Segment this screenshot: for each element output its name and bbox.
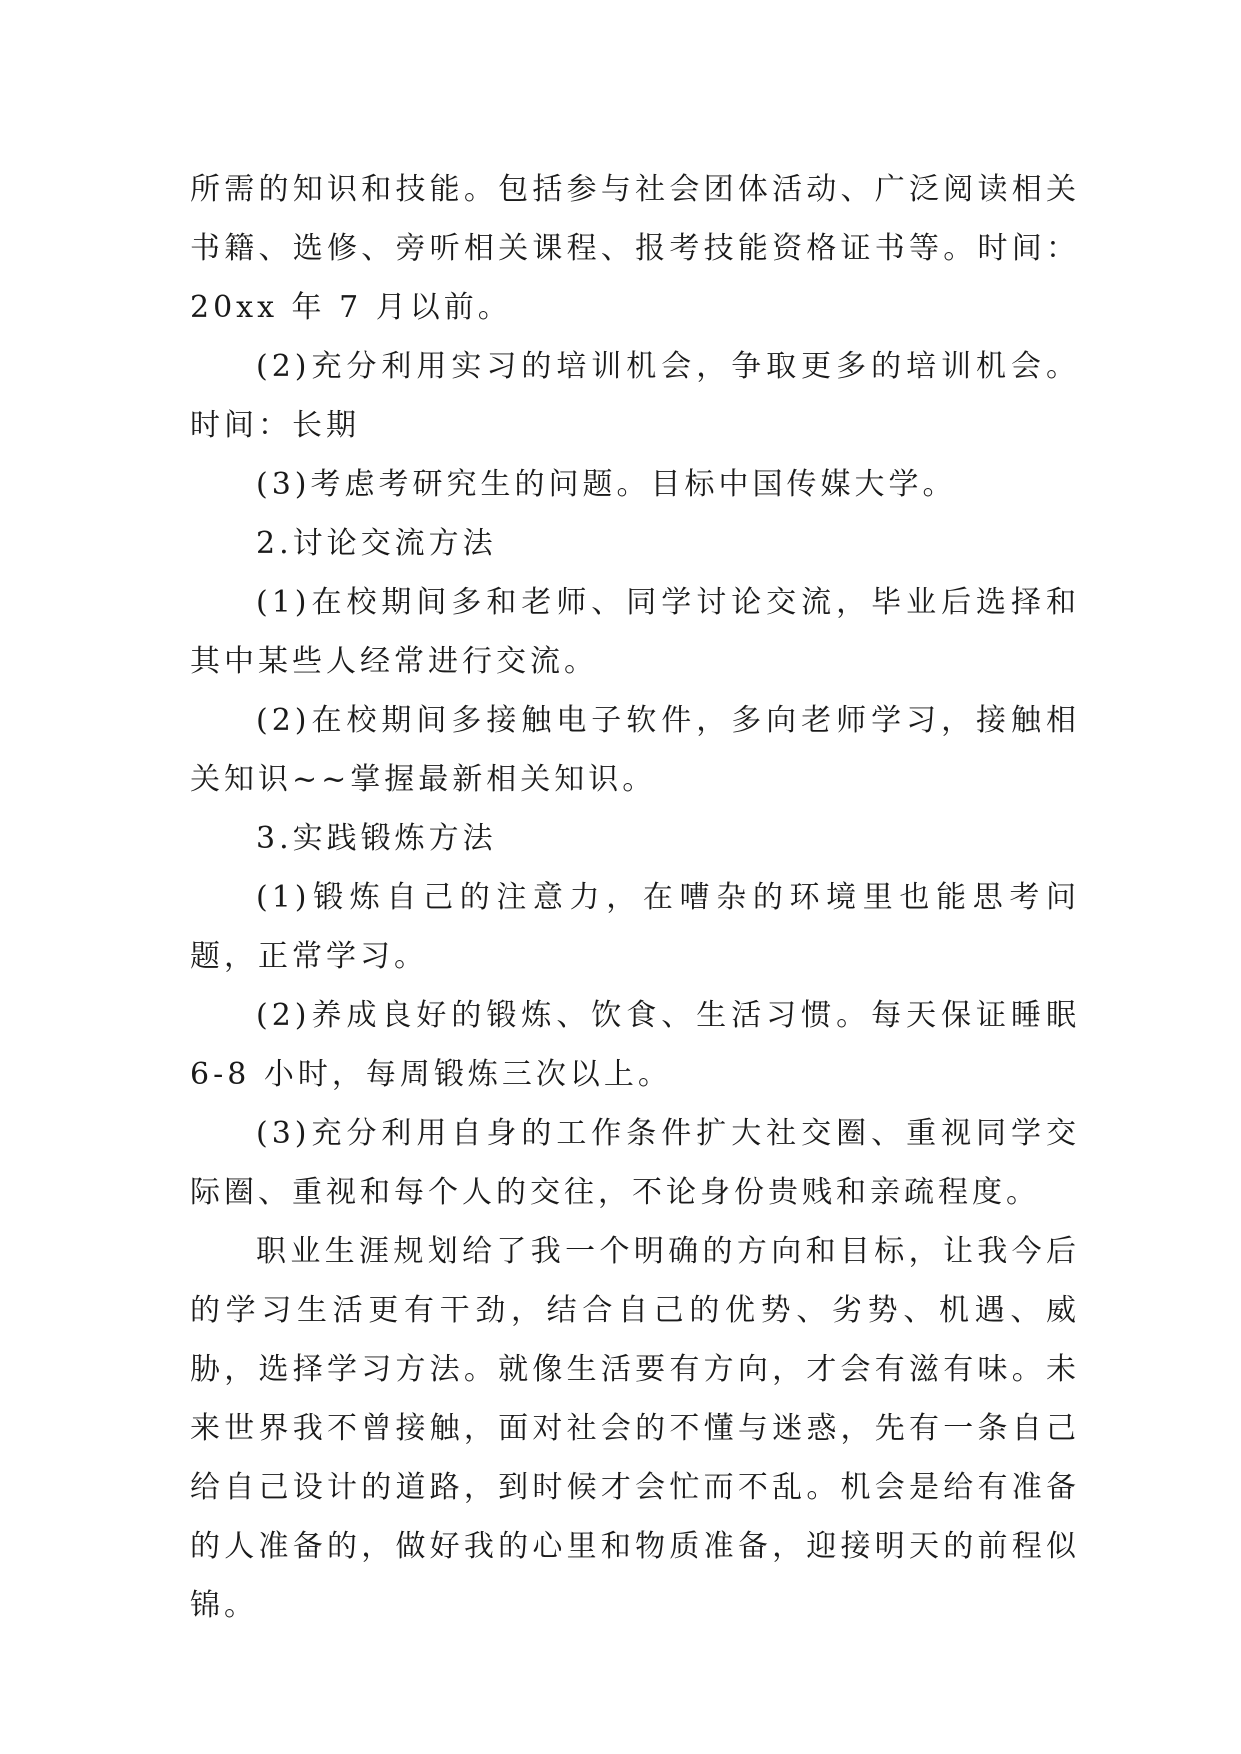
section-heading-discussion-methods: 2.讨论交流方法	[256, 526, 497, 561]
paragraph-social-circle: (3)充分利用自身的工作条件扩大社交圈、重视同学交际圈、重视和每个人的交往，不论身份贵贱和亲疏程度。	[190, 1116, 1080, 1210]
paragraph-healthy-habits: (2)养成良好的锻炼、饮食、生活习惯。每天保证睡眠 6-8 小时，每周锻炼三次以上。	[190, 998, 1080, 1092]
paragraph-skills-continuation: 所需的知识和技能。包括参与社会团体活动、广泛阅读相关书籍、选修、旁听相关课程、报考技能资格证书等。时间：20xx 年 7 月以前。	[190, 172, 1080, 325]
document-body	[190, 160, 1080, 1635]
section-heading-practice-methods: 3.实践锻炼方法	[256, 821, 497, 856]
paragraph-electronic-software: (2)在校期间多接触电子软件，多向老师学习，接触相关知识~~掌握最新相关知识。	[190, 703, 1080, 797]
paragraph-training-opportunities: (2)充分利用实习的培训机会，争取更多的培训机会。时间：长期	[190, 349, 1080, 443]
paragraph-attention-training: (1)锻炼自己的注意力，在嘈杂的环境里也能思考问题，正常学习。	[190, 880, 1080, 974]
paragraph-graduate-study: (3)考虑考研究生的问题。目标中国传媒大学。	[256, 467, 957, 502]
paragraph-conclusion: 职业生涯规划给了我一个明确的方向和目标，让我今后的学习生活更有干劲，结合自己的优势、劣势、机遇、威胁，选择学习方法。就像生活要有方向，才会有滋有味。未来世界我不曾接触，面对社会的不懂与迷惑，先有一条自己给自己设计的道路，到时候才会忙而不乱。机会是给有准备的人准备的，做好我的心里和物质准备，迎接明天的前程似锦。	[190, 1234, 1080, 1623]
paragraph-discussion-teachers: (1)在校期间多和老师、同学讨论交流，毕业后选择和其中某些人经常进行交流。	[190, 585, 1080, 679]
